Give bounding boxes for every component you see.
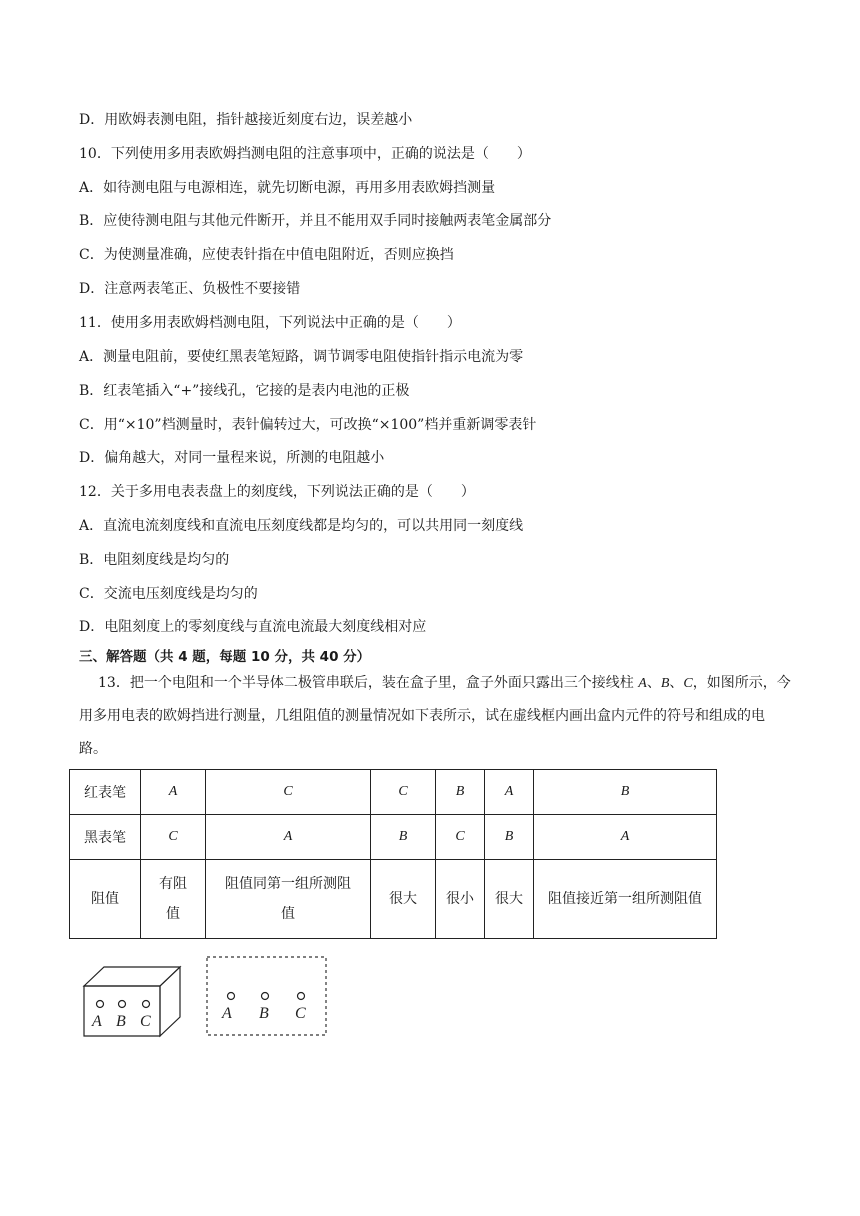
table-cell: 阻值接近第一组所测阻值 bbox=[534, 860, 717, 939]
option-b-q12: B．电阻刻度线是均匀的 bbox=[79, 552, 230, 568]
table-row-black-probe bbox=[70, 815, 717, 860]
terminal-b-icon bbox=[119, 1001, 126, 1008]
option-c-q11: C．用“×10”档测量时，表针偏转过大，可改换“×100”档并重新调零表针 bbox=[79, 417, 537, 433]
question-13 bbox=[79, 667, 791, 766]
question-12: 12．关于多用电表表盘上的刻度线，下列说法正确的是（ ） bbox=[79, 484, 475, 500]
terminal-b-label: B bbox=[660, 676, 670, 691]
terminal-c-label: C bbox=[683, 676, 693, 691]
cell-text: 阻值同第一组所测阻 bbox=[225, 876, 351, 892]
q13-sep2: 、 bbox=[669, 675, 684, 691]
table-cell: A bbox=[534, 815, 717, 860]
terminal-a-label: A bbox=[638, 676, 647, 691]
option-d-q9: D．用欧姆表测电阻，指针越接近刻度右边，误差越小 bbox=[79, 112, 413, 128]
box-top-face bbox=[84, 967, 180, 986]
option-a-q11: A．测量电阻前，要使红黑表笔短路，调节调零电阻使指针指示电流为零 bbox=[79, 349, 524, 365]
frame-label-c: C bbox=[295, 1005, 306, 1022]
table-cell: A bbox=[485, 770, 534, 815]
dashed-border bbox=[207, 957, 326, 1035]
table-cell: 很小 bbox=[436, 860, 485, 939]
question-11: 11．使用多用表欧姆档测电阻，下列说法中正确的是（ ） bbox=[79, 315, 461, 331]
table-cell: C bbox=[436, 815, 485, 860]
table-row-red-probe bbox=[70, 770, 717, 815]
box-figure bbox=[80, 960, 190, 1040]
option-d-q11: D．偏角越大，对同一量程来说，所测的电阻越小 bbox=[79, 450, 385, 466]
box-label-c: C bbox=[140, 1013, 151, 1030]
box-label-b: B bbox=[116, 1013, 126, 1030]
table-cell: 很大 bbox=[485, 860, 534, 939]
box-side-face bbox=[160, 967, 180, 1036]
q13-text-part1: 13．把一个电阻和一个半导体二极管串联后，装在盒子里，盒子外面只露出三个接线柱 bbox=[98, 675, 639, 691]
section-heading: 三、解答题（共 4 题，每题 10 分，共 40 分） bbox=[79, 649, 371, 665]
option-b-q10: B．应使待测电阻与其他元件断开，并且不能用双手同时接触两表笔金属部分 bbox=[79, 213, 552, 229]
option-c-q10: C．为使测量准确，应使表针指在中值电阻附近，否则应换挡 bbox=[79, 247, 454, 263]
box-label-a: A bbox=[92, 1013, 102, 1030]
option-d-q10: D．注意两表笔正、负极性不要接错 bbox=[79, 281, 301, 297]
table-cell: C bbox=[206, 770, 371, 815]
terminal-c-icon bbox=[143, 1001, 150, 1008]
option-b-q11: B．红表笔插入“+”接线孔，它接的是表内电池的正极 bbox=[79, 383, 410, 399]
table-cell: B bbox=[371, 815, 436, 860]
frame-label-b: B bbox=[259, 1005, 269, 1022]
frame-terminal-b-icon bbox=[262, 993, 269, 1000]
option-d-q12: D．电阻刻度上的零刻度线与直流电流最大刻度线相对应 bbox=[79, 619, 427, 635]
table-cell: 很大 bbox=[371, 860, 436, 939]
table-cell: B bbox=[534, 770, 717, 815]
table-cell: A bbox=[141, 770, 206, 815]
table-cell: A bbox=[206, 815, 371, 860]
table-cell: C bbox=[141, 815, 206, 860]
row-label-red-probe: 红表笔 bbox=[70, 770, 141, 815]
terminal-a-icon bbox=[97, 1001, 104, 1008]
cell-text: 值 bbox=[281, 906, 295, 922]
measurement-table bbox=[69, 769, 717, 939]
q13-sep1: 、 bbox=[646, 675, 661, 691]
table-cell bbox=[206, 860, 371, 939]
table-cell: B bbox=[485, 815, 534, 860]
option-c-q12: C．交流电压刻度线是均匀的 bbox=[79, 586, 258, 602]
cell-text: 有阻 bbox=[159, 876, 187, 892]
table-cell bbox=[141, 860, 206, 939]
q13-text-part2: ，如图所示，今用多用电表的欧姆挡进行测量，几组阻值的测量情况如下表所示，试在虚线框内画出盒内元件的符号和组成的电路。 bbox=[79, 675, 791, 757]
row-label-resistance: 阻值 bbox=[70, 860, 141, 939]
option-a-q12: A．直流电流刻度线和直流电压刻度线都是均匀的，可以共用同一刻度线 bbox=[79, 518, 524, 534]
table-cell: C bbox=[371, 770, 436, 815]
frame-terminal-a-icon bbox=[228, 993, 235, 1000]
answer-frame bbox=[205, 955, 329, 1039]
table-cell: B bbox=[436, 770, 485, 815]
table-row-resistance bbox=[70, 860, 717, 939]
row-label-black-probe: 黑表笔 bbox=[70, 815, 141, 860]
option-a-q10: A．如待测电阻与电源相连，就先切断电源，再用多用表欧姆挡测量 bbox=[79, 180, 496, 196]
cell-text: 值 bbox=[166, 906, 180, 922]
frame-terminal-c-icon bbox=[298, 993, 305, 1000]
question-10: 10．下列使用多用表欧姆挡测电阻的注意事项中，正确的说法是（ ） bbox=[79, 146, 531, 162]
frame-label-a: A bbox=[222, 1005, 232, 1022]
